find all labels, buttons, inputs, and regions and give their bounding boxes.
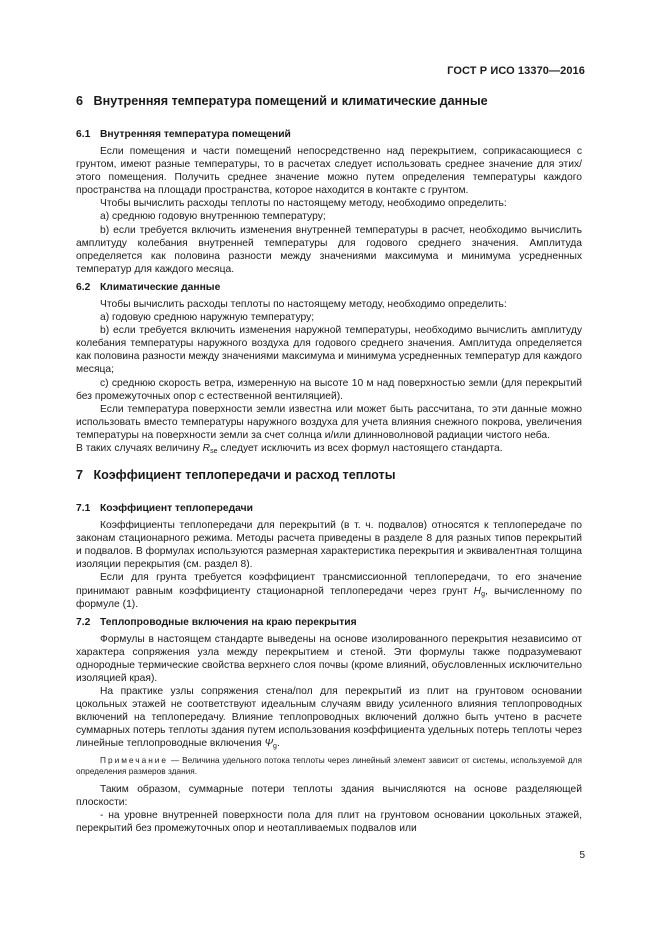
section-6-number: 6 <box>76 94 84 108</box>
paragraph: В таких случаях величину $R_{se}$ следует исключить из всех формул настоящего стандарта. <box>76 442 503 455</box>
section-7-heading <box>76 467 582 483</box>
variable-r: R <box>202 442 211 454</box>
variable-subscript: g <box>273 743 277 751</box>
section-6-title: Внутренняя температура помещений и климатические данные <box>93 94 488 108</box>
subsection-7-1-number: 7.1 <box>76 503 91 515</box>
paragraph: Если для грунта требуется коэффициент трансмиссионной теплопередачи, то его значение принимают равным коэффициенту стационарной теплопередачи через грунт $H_g$, вычисленному по формуле (1). <box>76 572 582 610</box>
paragraph: Если температура поверхности земли известна или может быть рассчитана, то эти данные можно использовать вместо температуры наружного воздуха для учета влияния снежного покрова, увеличения температуры на поверхности земли за счет солнца и/или длинноволновой радиации чистого неба. <box>76 403 582 441</box>
subsection-6-2-title: Климатические данные <box>100 281 221 293</box>
paragraph: Формулы в настоящем стандарте выведены на основе изолированного перекрытия независимо от характера сопряжения узла между перекрытием и стеной. Эти формулы также подразумевают однородные термические свойства верхнего слоя почвы (кроме влияний, обусловленных исключительно изоляцией края). <box>76 633 582 684</box>
note <box>76 755 582 777</box>
subsection-7-2-number: 7.2 <box>76 616 91 628</box>
subsection-7-1-title: Коэффициент теплопередачи <box>100 503 253 515</box>
page-number: 5 <box>579 850 585 861</box>
paragraph: Таким образом, суммарные потери теплоты здания вычисляются на основе разделяющей плоскости: <box>76 783 582 808</box>
paragraph: Коэффициенты теплопередачи для перекрытий (в т. ч. подвалов) относятся к теплопередаче по законам стационарного режима. Методы расчета приведены в разделе 8 для разных типов перекрытий и подвалов. В формулах используются размерная характеристика перекрытия и эквивалентная толщина изоляции перекрытия (см. раздел 8). <box>76 520 582 571</box>
paragraph: Если помещения и части помещений непосредственно над перекрытием, соприкасающиеся с грунтом, имеют разные температуры, то в расчетах следует использовать среднее значение для этих/этого помещения. Получить среднее значение можно путем определения температуры каждого пространства на площади пространства, которое находится в контакте с грунтом. <box>76 146 582 197</box>
note-text: — Величина удельного потока теплоты через линейный элемент зависит от системы, используемой для определения размеров здания. <box>76 754 582 776</box>
variable-subscript: se <box>210 447 218 455</box>
note-label: Примечание <box>100 754 169 765</box>
subsection-7-2-title: Теплопроводные включения на краю перекрытия <box>100 616 357 628</box>
subsection-6-2-heading <box>76 281 582 294</box>
subsection-6-1-heading <box>76 128 582 141</box>
paragraph: Чтобы вычислить расходы теплоты по настоящему методу, необходимо определить: <box>100 298 507 310</box>
section-6-heading <box>76 93 582 109</box>
paragraph: Чтобы вычислить расходы теплоты по настоящему методу, необходимо определить: <box>100 198 507 210</box>
subsection-7-2-heading <box>76 616 582 629</box>
subsection-7-1-heading <box>76 502 582 515</box>
page-content <box>76 93 582 835</box>
list-item: a) годовую среднюю наружную температуру; <box>100 312 315 324</box>
section-7-number: 7 <box>76 468 84 483</box>
paragraph: На практике узлы сопряжения стена/пол для перекрытий из плит на грунтовом основании цокольных этажей не соответствуют идеальным случаям ввиду усиленного влияния теплопроводных включений на теплопередачу. Влияние теплопроводных включений должно быть учтено в расчете суммарных потерь теплоты здания путем использования коэффициента удельных потерь теплоты через линейные теплопроводные включения $\Psi_g$. <box>76 686 582 751</box>
subsection-6-1-title: Внутренняя температура помещений <box>100 129 291 140</box>
subsection-6-1-number: 6.1 <box>76 129 91 140</box>
section-7-title: Коэффициент теплопередачи и расход теплоты <box>93 468 396 483</box>
variable-psi: Ψ <box>264 738 274 750</box>
list-item: a) среднюю годовую внутреннюю температуру; <box>100 211 326 223</box>
standard-header: ГОСТ Р ИСО 13370—2016 <box>447 65 585 77</box>
subsection-6-2-number: 6.2 <box>76 281 91 293</box>
list-item: c) среднюю скорость ветра, измеренную на высоте 10 м над поверхностью земли (для перекрытий без промежуточных опор с естественной вентиляцией). <box>76 377 582 402</box>
list-item: - на уровне внутренней поверхности пола для плит на грунтовом основании цокольных этажей, перекрытий без промежуточных опор и неотапливаемых подвалов или <box>76 809 582 834</box>
variable-subscript: g <box>481 590 486 598</box>
list-item: b) если требуется включить изменения внутренней температуры в расчет, необходимо вычислить амплитуду колебания внутренней температуры для годового среднего значения. Амплитуда определяется как половина разности между значениями максимума и минимума усредненных температур для каждого месяца. <box>76 224 582 275</box>
list-item: b) если требуется включить изменения наружной температуры, необходимо вычислить амплитуду колебания температуры наружного воздуха для годового среднего значения. Амплитуда определяется как половина разности между значениями максимума и минимума усредненных температур для каждого месяца; <box>76 325 582 376</box>
variable-h: H <box>473 585 482 597</box>
